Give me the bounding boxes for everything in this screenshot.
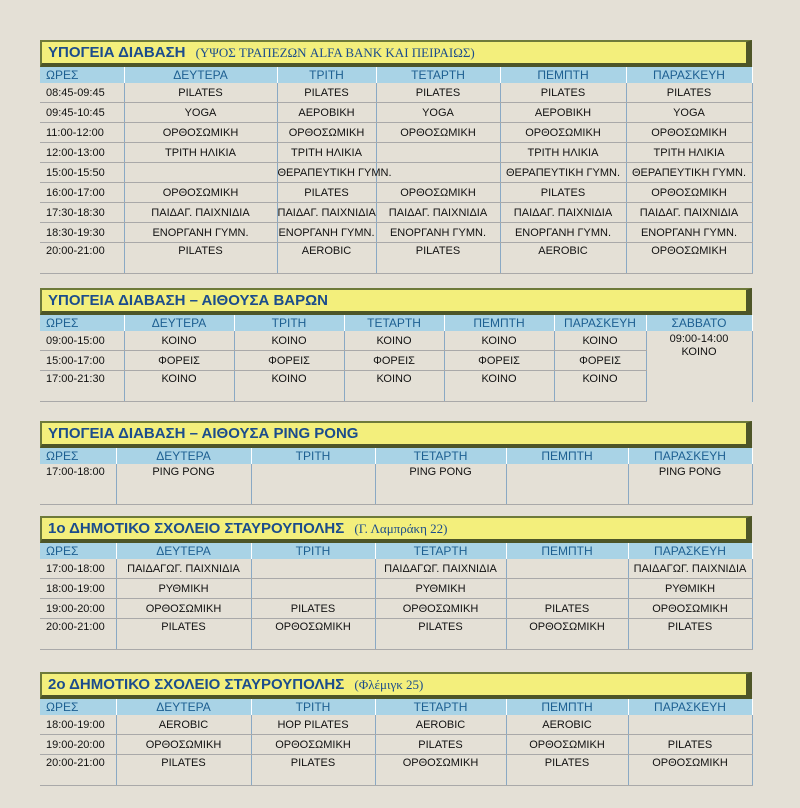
- header-cell: ΩΡΕΣ: [40, 543, 116, 559]
- time-cell: 19:00-20:00: [40, 599, 116, 619]
- activity-cell: ΚΟΙΝΟ: [554, 331, 646, 351]
- activity-cell: AEROBIC: [500, 243, 626, 274]
- header-cell: ΣΑΒΒΑΤΟ: [646, 315, 752, 331]
- activity-cell: ΦΟΡΕΙΣ: [234, 351, 344, 371]
- table-row: [40, 103, 752, 123]
- activity-cell: PILATES: [124, 83, 277, 103]
- time-cell: 17:00-21:30: [40, 371, 124, 402]
- activity-cell: ΠΑΙΔΑΓΩΓ. ΠΑΙΧΝΙΔΙΑ: [116, 559, 251, 579]
- activity-cell: YOGA: [626, 103, 752, 123]
- activity-cell: ΕΝΟΡΓΑΝΗ ΓΥΜΝ.: [277, 223, 376, 243]
- activity-cell: AEROBIC: [506, 715, 628, 735]
- activity-cell: AEROBIC: [375, 715, 506, 735]
- header-cell: ΩΡΕΣ: [40, 699, 116, 715]
- time-cell: 11:00-12:00: [40, 123, 124, 143]
- activity-cell: ΟΡΘΟΣΩΜΙΚΗ: [251, 619, 375, 650]
- saturday-activity: ΚΟΙΝΟ: [681, 346, 717, 358]
- activity-cell: ΕΝΟΡΓΑΝΗ ΓΥΜΝ.: [376, 223, 500, 243]
- header-cell: ΤΡΙΤΗ: [251, 448, 375, 464]
- table-row: [40, 351, 752, 371]
- header-row: [40, 67, 752, 83]
- activity-cell: HOP PILATES: [251, 715, 375, 735]
- activity-cell: [251, 579, 375, 599]
- activity-cell: ΟΡΘΟΣΩΜΙΚΗ: [376, 183, 500, 203]
- activity-cell: ΡΥΘΜΙΚΗ: [116, 579, 251, 599]
- activity-cell: PILATES: [500, 183, 626, 203]
- time-cell: 15:00-15:50: [40, 163, 124, 183]
- activity-cell: ΚΟΙΝΟ: [124, 331, 234, 351]
- section-title: ΥΠΟΓΕΙΑ ΔΙΑΒΑΣΗ – ΑΙΘΟΥΣΑ ΒΑΡΩΝ: [48, 292, 328, 309]
- activity-cell: PILATES: [628, 619, 752, 650]
- header-row: [40, 543, 752, 559]
- time-cell: 19:00-20:00: [40, 735, 116, 755]
- section-title: 2ο ΔΗΜΟΤΙΚΟ ΣΧΟΛΕΙΟ ΣΤΑΥΡΟΥΠΟΛΗΣ: [48, 676, 345, 693]
- activity-cell: PILATES: [376, 243, 500, 274]
- header-cell: ΤΡΙΤΗ: [251, 699, 375, 715]
- activity-cell: ΦΟΡΕΙΣ: [444, 351, 554, 371]
- activity-cell: ΟΡΘΟΣΩΜΙΚΗ: [375, 755, 506, 786]
- section-title-bar: [40, 672, 752, 699]
- activity-cell: ΟΡΘΟΣΩΜΙΚΗ: [376, 123, 500, 143]
- activity-cell: [628, 715, 752, 735]
- activity-cell: [506, 559, 628, 579]
- header-cell: ΔΕΥΤΕΡΑ: [124, 67, 277, 83]
- header-cell: ΤΕΤΑΡΤΗ: [375, 448, 506, 464]
- header-row: [40, 315, 752, 331]
- header-cell: ΠΑΡΑΣΚΕΥΗ: [626, 67, 752, 83]
- header-cell: ΠΕΜΠΤΗ: [500, 67, 626, 83]
- time-cell: 12:00-13:00: [40, 143, 124, 163]
- header-cell: ΔΕΥΤΕΡΑ: [116, 543, 251, 559]
- time-cell: 18:00-19:00: [40, 579, 116, 599]
- section-underpass: [40, 40, 752, 274]
- activity-cell: [124, 163, 277, 183]
- activity-cell: [251, 464, 375, 504]
- time-cell: 20:00-21:00: [40, 755, 116, 786]
- table-row: [40, 223, 752, 243]
- section-title-bar: [40, 516, 752, 543]
- header-cell: ΠΑΡΑΣΚΕΥΗ: [628, 699, 752, 715]
- activity-cell: ΟΡΘΟΣΩΜΙΚΗ: [124, 183, 277, 203]
- activity-cell: ΠΑΙΔΑΓ. ΠΑΙΧΝΙΔΙΑ: [124, 203, 277, 223]
- activity-cell: ΠΑΙΔΑΓΩΓ. ΠΑΙΧΝΙΔΙΑ: [628, 559, 752, 579]
- activity-cell: ΑΕΡΟΒΙΚΗ: [277, 103, 376, 123]
- activity-cell: ΡΥΘΜΙΚΗ: [375, 579, 506, 599]
- activity-cell: ΟΡΘΟΣΩΜΙΚΗ: [626, 123, 752, 143]
- table-row: [40, 559, 752, 579]
- time-cell: 16:00-17:00: [40, 183, 124, 203]
- activity-cell: [376, 163, 500, 183]
- section-note: (ΥΨΟΣ ΤΡΑΠΕΖΩΝ ALFA BANK ΚΑΙ ΠΕΙΡΑΙΩΣ): [195, 45, 475, 60]
- header-cell: ΠΑΡΑΣΚΕΥΗ: [628, 543, 752, 559]
- table-row: [40, 579, 752, 599]
- section-2nd-primary-school: [40, 672, 752, 786]
- time-cell: 08:45-09:45: [40, 83, 124, 103]
- time-cell: 17:00-18:00: [40, 464, 116, 504]
- time-cell: 15:00-17:00: [40, 351, 124, 371]
- table-row: [40, 735, 752, 755]
- time-cell: 20:00-21:00: [40, 243, 124, 274]
- activity-cell: ΦΟΡΕΙΣ: [344, 351, 444, 371]
- activity-cell: PILATES: [506, 755, 628, 786]
- activity-cell: ΠΑΙΔΑΓΩΓ. ΠΑΙΧΝΙΔΙΑ: [375, 559, 506, 579]
- activity-cell: ΤΡΙΤΗ ΗΛΙΚΙΑ: [124, 143, 277, 163]
- section-1st-primary-school: [40, 516, 752, 650]
- time-cell: 17:30-18:30: [40, 203, 124, 223]
- activity-cell: ΘΕΡΑΠΕΥΤΙΚΗ ΓΥΜΝ.: [500, 163, 626, 183]
- activity-cell: PILATES: [277, 183, 376, 203]
- header-cell: ΠΕΜΠΤΗ: [506, 699, 628, 715]
- header-cell: ΩΡΕΣ: [40, 448, 116, 464]
- table-row: [40, 464, 752, 504]
- header-cell: ΩΡΕΣ: [40, 67, 124, 83]
- time-cell: 18:30-19:30: [40, 223, 124, 243]
- activity-cell: ΟΡΘΟΣΩΜΙΚΗ: [124, 123, 277, 143]
- activity-cell: PILATES: [500, 83, 626, 103]
- header-row: [40, 699, 752, 715]
- header-row: [40, 448, 752, 464]
- activity-cell: [506, 464, 628, 504]
- schedule-table: [40, 448, 753, 505]
- activity-cell: PING PONG: [116, 464, 251, 504]
- schedule-table: [40, 543, 753, 650]
- header-cell: ΤΡΙΤΗ: [277, 67, 376, 83]
- activity-cell: ΟΡΘΟΣΩΜΙΚΗ: [277, 123, 376, 143]
- table-row: [40, 123, 752, 143]
- activity-cell: ΦΟΡΕΙΣ: [124, 351, 234, 371]
- activity-cell: ΚΟΙΝΟ: [554, 371, 646, 402]
- activity-cell: PILATES: [626, 83, 752, 103]
- table-row: [40, 243, 752, 274]
- time-cell: 20:00-21:00: [40, 619, 116, 650]
- section-title: ΥΠΟΓΕΙΑ ΔΙΑΒΑΣΗ: [48, 44, 186, 61]
- activity-cell: PILATES: [277, 83, 376, 103]
- activity-cell: ΕΝΟΡΓΑΝΗ ΓΥΜΝ.: [626, 223, 752, 243]
- table-row: [40, 83, 752, 103]
- activity-cell: PILATES: [124, 243, 277, 274]
- table-row: [40, 143, 752, 163]
- activity-cell: ΚΟΙΝΟ: [344, 331, 444, 351]
- activity-cell: PILATES: [376, 83, 500, 103]
- table-row: [40, 715, 752, 735]
- activity-cell: PILATES: [506, 599, 628, 619]
- activity-cell: ΕΝΟΡΓΑΝΗ ΓΥΜΝ.: [500, 223, 626, 243]
- activity-cell: ΟΡΘΟΣΩΜΙΚΗ: [506, 735, 628, 755]
- section-title: ΥΠΟΓΕΙΑ ΔΙΑΒΑΣΗ – ΑΙΘΟΥΣΑ PING PONG: [48, 425, 359, 442]
- header-cell: ΤΕΤΑΡΤΗ: [376, 67, 500, 83]
- header-cell: ΠΕΜΠΤΗ: [506, 448, 628, 464]
- activity-cell: ΚΟΙΝΟ: [344, 371, 444, 402]
- activity-cell: ΠΑΙΔΑΓ. ΠΑΙΧΝΙΔΙΑ: [277, 203, 376, 223]
- saturday-cell: [646, 331, 752, 402]
- activity-cell: PILATES: [375, 619, 506, 650]
- activity-cell: ΦΟΡΕΙΣ: [554, 351, 646, 371]
- activity-cell: PILATES: [628, 735, 752, 755]
- header-cell: ΔΕΥΤΕΡΑ: [116, 448, 251, 464]
- activity-cell: ΟΡΘΟΣΩΜΙΚΗ: [116, 735, 251, 755]
- table-row: [40, 599, 752, 619]
- activity-cell: ΤΡΙΤΗ ΗΛΙΚΙΑ: [277, 143, 376, 163]
- activity-cell: PILATES: [375, 735, 506, 755]
- activity-cell: ΟΡΘΟΣΩΜΙΚΗ: [116, 599, 251, 619]
- activity-cell: ΚΟΙΝΟ: [444, 371, 554, 402]
- activity-cell: ΘΕΡΑΠΕΥΤΙΚΗ ΓΥΜΝ.: [626, 163, 752, 183]
- header-cell: ΤΕΤΑΡΤΗ: [375, 543, 506, 559]
- schedule-table: [40, 315, 753, 402]
- section-title-bar: [40, 288, 752, 315]
- header-cell: ΠΑΡΑΣΚΕΥΗ: [554, 315, 646, 331]
- activity-cell: PILATES: [116, 619, 251, 650]
- section-title: 1ο ΔΗΜΟΤΙΚΟ ΣΧΟΛΕΙΟ ΣΤΑΥΡΟΥΠΟΛΗΣ: [48, 520, 345, 537]
- table-row: [40, 331, 752, 351]
- activity-cell: ΚΟΙΝΟ: [444, 331, 554, 351]
- header-cell: ΤΕΤΑΡΤΗ: [344, 315, 444, 331]
- activity-cell: ΡΥΘΜΙΚΗ: [628, 579, 752, 599]
- header-cell: ΔΕΥΤΕΡΑ: [124, 315, 234, 331]
- activity-cell: ΟΡΘΟΣΩΜΙΚΗ: [628, 599, 752, 619]
- header-cell: ΤΡΙΤΗ: [251, 543, 375, 559]
- section-note: (Φλέμιγκ 25): [354, 677, 424, 692]
- activity-cell: [376, 143, 500, 163]
- time-cell: 17:00-18:00: [40, 559, 116, 579]
- activity-cell: ΠΑΙΔΑΓ. ΠΑΙΧΝΙΔΙΑ: [500, 203, 626, 223]
- activity-cell: ΚΟΙΝΟ: [124, 371, 234, 402]
- schedule-table: [40, 67, 753, 274]
- header-cell: ΔΕΥΤΕΡΑ: [116, 699, 251, 715]
- section-title-bar: [40, 40, 752, 67]
- header-cell: ΠΑΡΑΣΚΕΥΗ: [628, 448, 752, 464]
- activity-cell: ΤΡΙΤΗ ΗΛΙΚΙΑ: [500, 143, 626, 163]
- activity-cell: ΟΡΘΟΣΩΜΙΚΗ: [626, 183, 752, 203]
- activity-cell: AEROBIC: [116, 715, 251, 735]
- section-weights-room: [40, 288, 752, 402]
- activity-cell: ΠΑΙΔΑΓ. ΠΑΙΧΝΙΔΙΑ: [626, 203, 752, 223]
- table-row: [40, 619, 752, 650]
- activity-cell: ΘΕΡΑΠΕΥΤΙΚΗ ΓΥΜΝ.: [277, 163, 376, 183]
- schedule-table: [40, 699, 753, 786]
- time-cell: 09:45-10:45: [40, 103, 124, 123]
- activity-cell: PILATES: [251, 755, 375, 786]
- table-row: [40, 183, 752, 203]
- activity-cell: PILATES: [251, 599, 375, 619]
- header-cell: ΤΕΤΑΡΤΗ: [375, 699, 506, 715]
- activity-cell: ΟΡΘΟΣΩΜΙΚΗ: [506, 619, 628, 650]
- activity-cell: PING PONG: [628, 464, 752, 504]
- activity-cell: [251, 559, 375, 579]
- activity-cell: ΟΡΘΟΣΩΜΙΚΗ: [628, 755, 752, 786]
- time-cell: 09:00-15:00: [40, 331, 124, 351]
- activity-cell: ΑΕΡΟΒΙΚΗ: [500, 103, 626, 123]
- header-cell: ΩΡΕΣ: [40, 315, 124, 331]
- activity-cell: [506, 579, 628, 599]
- activity-cell: YOGA: [376, 103, 500, 123]
- activity-cell: AEROBIC: [277, 243, 376, 274]
- activity-cell: YOGA: [124, 103, 277, 123]
- section-ping-pong-room: [40, 421, 752, 505]
- activity-cell: ΚΟΙΝΟ: [234, 331, 344, 351]
- section-note: (Γ. Λαμπράκη 22): [354, 521, 448, 536]
- header-cell: ΠΕΜΠΤΗ: [444, 315, 554, 331]
- activity-cell: ΟΡΘΟΣΩΜΙΚΗ: [375, 599, 506, 619]
- header-cell: ΠΕΜΠΤΗ: [506, 543, 628, 559]
- table-row: [40, 755, 752, 786]
- saturday-time: 09:00-14:00: [669, 333, 729, 345]
- section-title-bar: [40, 421, 752, 448]
- activity-cell: PILATES: [116, 755, 251, 786]
- activity-cell: ΟΡΘΟΣΩΜΙΚΗ: [500, 123, 626, 143]
- activity-cell: ΚΟΙΝΟ: [234, 371, 344, 402]
- activity-cell: PING PONG: [375, 464, 506, 504]
- activity-cell: ΠΑΙΔΑΓ. ΠΑΙΧΝΙΔΙΑ: [376, 203, 500, 223]
- activity-cell: ΟΡΘΟΣΩΜΙΚΗ: [251, 735, 375, 755]
- header-cell: ΤΡΙΤΗ: [234, 315, 344, 331]
- table-row: [40, 163, 752, 183]
- table-row: [40, 371, 752, 402]
- activity-cell: ΟΡΘΟΣΩΜΙΚΗ: [626, 243, 752, 274]
- time-cell: 18:00-19:00: [40, 715, 116, 735]
- activity-cell: ΕΝΟΡΓΑΝΗ ΓΥΜΝ.: [124, 223, 277, 243]
- table-row: [40, 203, 752, 223]
- activity-cell: ΤΡΙΤΗ ΗΛΙΚΙΑ: [626, 143, 752, 163]
